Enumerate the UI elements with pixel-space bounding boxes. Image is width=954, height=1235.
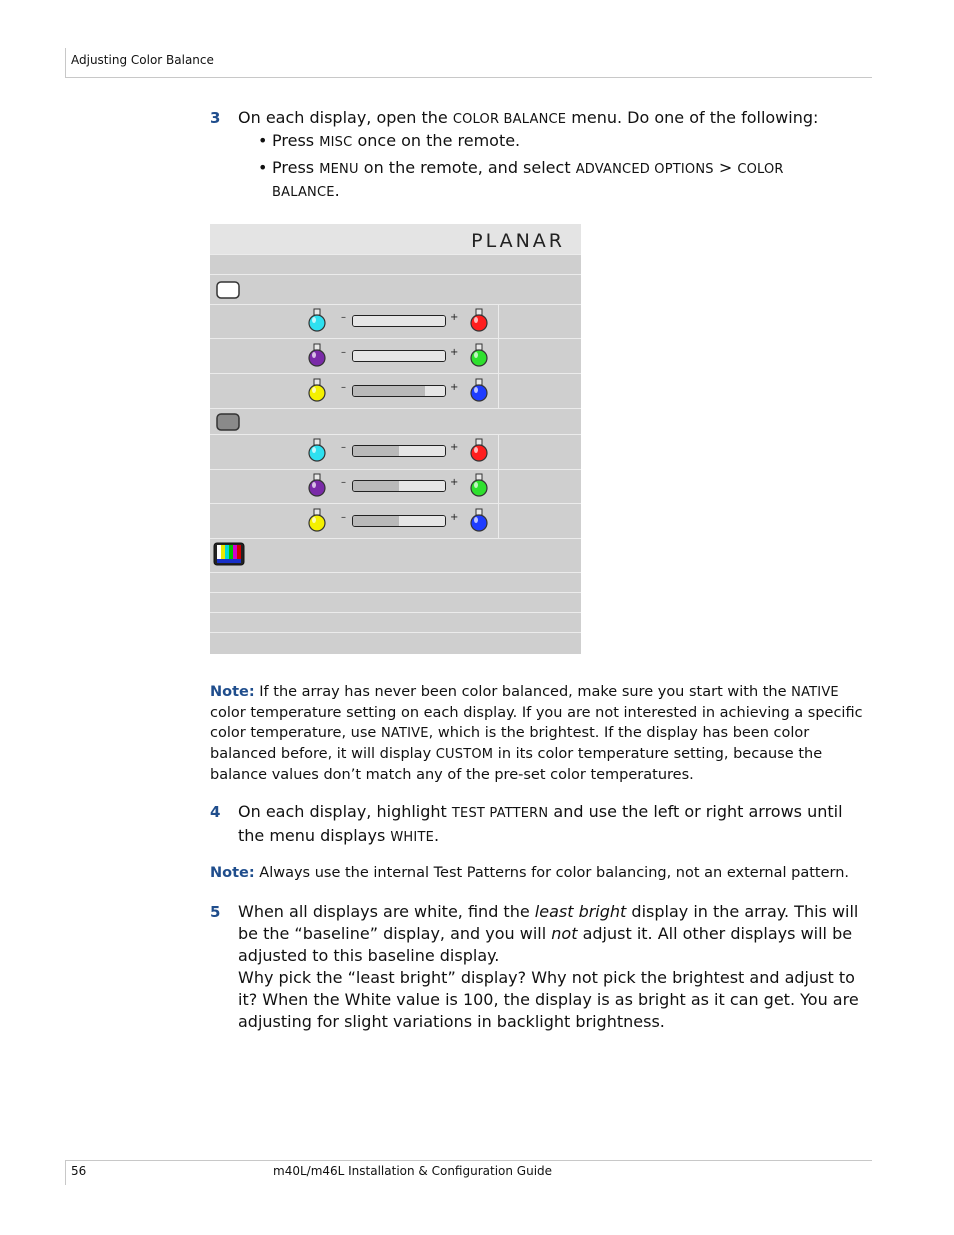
step-number: 5	[210, 903, 221, 921]
menu-path: ADVANCED OPTIONS	[575, 162, 714, 177]
setting-name: CUSTOM	[435, 747, 494, 762]
step-text-part: menu. Do one of the following:	[566, 108, 819, 127]
bullet-text: Press	[272, 131, 320, 150]
black-balance-slider[interactable]	[352, 445, 446, 457]
slider-plus: +	[450, 312, 459, 323]
yellow-bulb-icon	[308, 508, 326, 534]
note-1	[210, 682, 870, 785]
step-text-part: and use the left or right arrows until the menu displays	[238, 802, 843, 845]
note-text: Always use the internal Test Patterns for color balancing, not an external pattern.	[254, 865, 850, 881]
bullet-item-1	[258, 130, 818, 153]
setting-name: WHITE	[390, 830, 434, 845]
page-header	[65, 48, 872, 78]
slider-fill	[399, 446, 445, 456]
blue-bulb-icon	[470, 508, 488, 534]
white-swatch-icon	[215, 280, 241, 300]
note-text: If the array has never been color balanced, make sure you start with the	[254, 684, 792, 700]
document-title: m40L/m46L Installation & Configuration Guide	[273, 1164, 553, 1178]
white-balance-slider[interactable]	[352, 385, 446, 397]
step-number: 4	[210, 803, 221, 821]
slider-minus: –	[341, 382, 346, 393]
yellow-bulb-icon	[308, 378, 326, 404]
cyan-bulb-icon	[308, 308, 326, 334]
slider-track-highlight	[353, 516, 399, 526]
black-swatch-icon	[215, 412, 241, 432]
setting-name: NATIVE	[380, 726, 429, 741]
note-text: in its color temperature setting, because the balance values don’t match any of the pre-set color temperatures.	[210, 746, 823, 783]
step-text-part: When all displays are white, find the	[238, 902, 535, 921]
step-text-part: adjust it. All other displays will be adjusted to this baseline display.	[238, 924, 853, 965]
emphasis: not	[551, 924, 578, 943]
slider-minus: –	[341, 347, 346, 358]
slider-plus: +	[450, 382, 459, 393]
step-5	[210, 901, 870, 1033]
purple-bulb-icon	[308, 473, 326, 499]
step-text	[238, 107, 870, 131]
color-balance-menu-figure	[210, 224, 581, 654]
step-text-part: display in the array. This will be the “baseline” display, and you will	[238, 902, 859, 943]
planar-logo: PLANAR	[471, 230, 565, 252]
cyan-bulb-icon	[308, 438, 326, 464]
slider-track-highlight	[353, 316, 445, 326]
bullet-text: >	[713, 158, 738, 177]
black-balance-slider[interactable]	[352, 515, 446, 527]
slider-track-highlight	[353, 386, 425, 396]
red-bulb-icon	[470, 438, 488, 464]
slider-minus: –	[341, 477, 346, 488]
note-2	[210, 863, 870, 883]
test-pattern-icon	[213, 540, 247, 568]
menu-name: COLOR BALANCE	[452, 112, 567, 127]
slider-fill	[399, 516, 445, 526]
bullet-text: .	[334, 181, 340, 200]
slider-minus: –	[341, 512, 346, 523]
white-balance-slider[interactable]	[352, 315, 446, 327]
menu-path: COLOR BALANCE	[272, 162, 784, 200]
remote-key: MISC	[319, 135, 353, 150]
page-footer	[65, 1160, 872, 1185]
bullet-dot: •	[258, 131, 268, 150]
slider-track-highlight	[353, 481, 399, 491]
page-number: 56	[71, 1164, 87, 1178]
black-balance-slider[interactable]	[352, 480, 446, 492]
slider-minus: –	[341, 312, 346, 323]
green-bulb-icon	[470, 343, 488, 369]
bullet-text: once on the remote.	[352, 131, 521, 150]
note-label: Note:	[210, 865, 255, 881]
setting-name: NATIVE	[791, 685, 839, 700]
slider-plus: +	[450, 512, 459, 523]
green-bulb-icon	[470, 473, 488, 499]
step-number: 3	[210, 109, 221, 127]
purple-bulb-icon	[308, 343, 326, 369]
slider-plus: +	[450, 477, 459, 488]
emphasis: least bright	[534, 902, 627, 921]
slider-fill	[425, 386, 445, 396]
slider-track-highlight	[353, 351, 445, 361]
step-3	[210, 107, 870, 131]
slider-track-highlight	[353, 446, 399, 456]
step-text-part: .	[434, 826, 440, 845]
menu-item-name: TEST PATTERN	[451, 806, 549, 821]
slider-plus: +	[450, 442, 459, 453]
step-4	[210, 801, 870, 849]
osd-titlebar	[210, 224, 581, 254]
bullet-text: Press	[272, 158, 320, 177]
bullet-dot: •	[258, 158, 268, 177]
step-paragraph-2: Why pick the “least bright” display? Why not pick the brightest and adjust to it? When the White value is 100, the display is as bright as it can get. You are adjusting for slight variations in backlight brightness.	[238, 968, 859, 1031]
slider-fill	[399, 481, 445, 491]
note-text: , which is the brightest. If the display has been color balanced before, it will display	[210, 725, 810, 762]
slider-plus: +	[450, 347, 459, 358]
remote-key: MENU	[319, 162, 359, 177]
bullet-text: on the remote, and select	[358, 158, 576, 177]
section-title: Adjusting Color Balance	[71, 53, 214, 67]
red-bulb-icon	[470, 308, 488, 334]
white-balance-slider[interactable]	[352, 350, 446, 362]
blue-bulb-icon	[470, 378, 488, 404]
note-label: Note:	[210, 684, 255, 700]
step-text-part: On each display, highlight	[238, 802, 452, 821]
step-text-part: On each display, open the	[238, 108, 453, 127]
slider-minus: –	[341, 442, 346, 453]
note-text: color temperature setting on each display. If you are not interested in achieving a specific color temperature, use	[210, 705, 863, 741]
bullet-item-2	[258, 157, 818, 203]
